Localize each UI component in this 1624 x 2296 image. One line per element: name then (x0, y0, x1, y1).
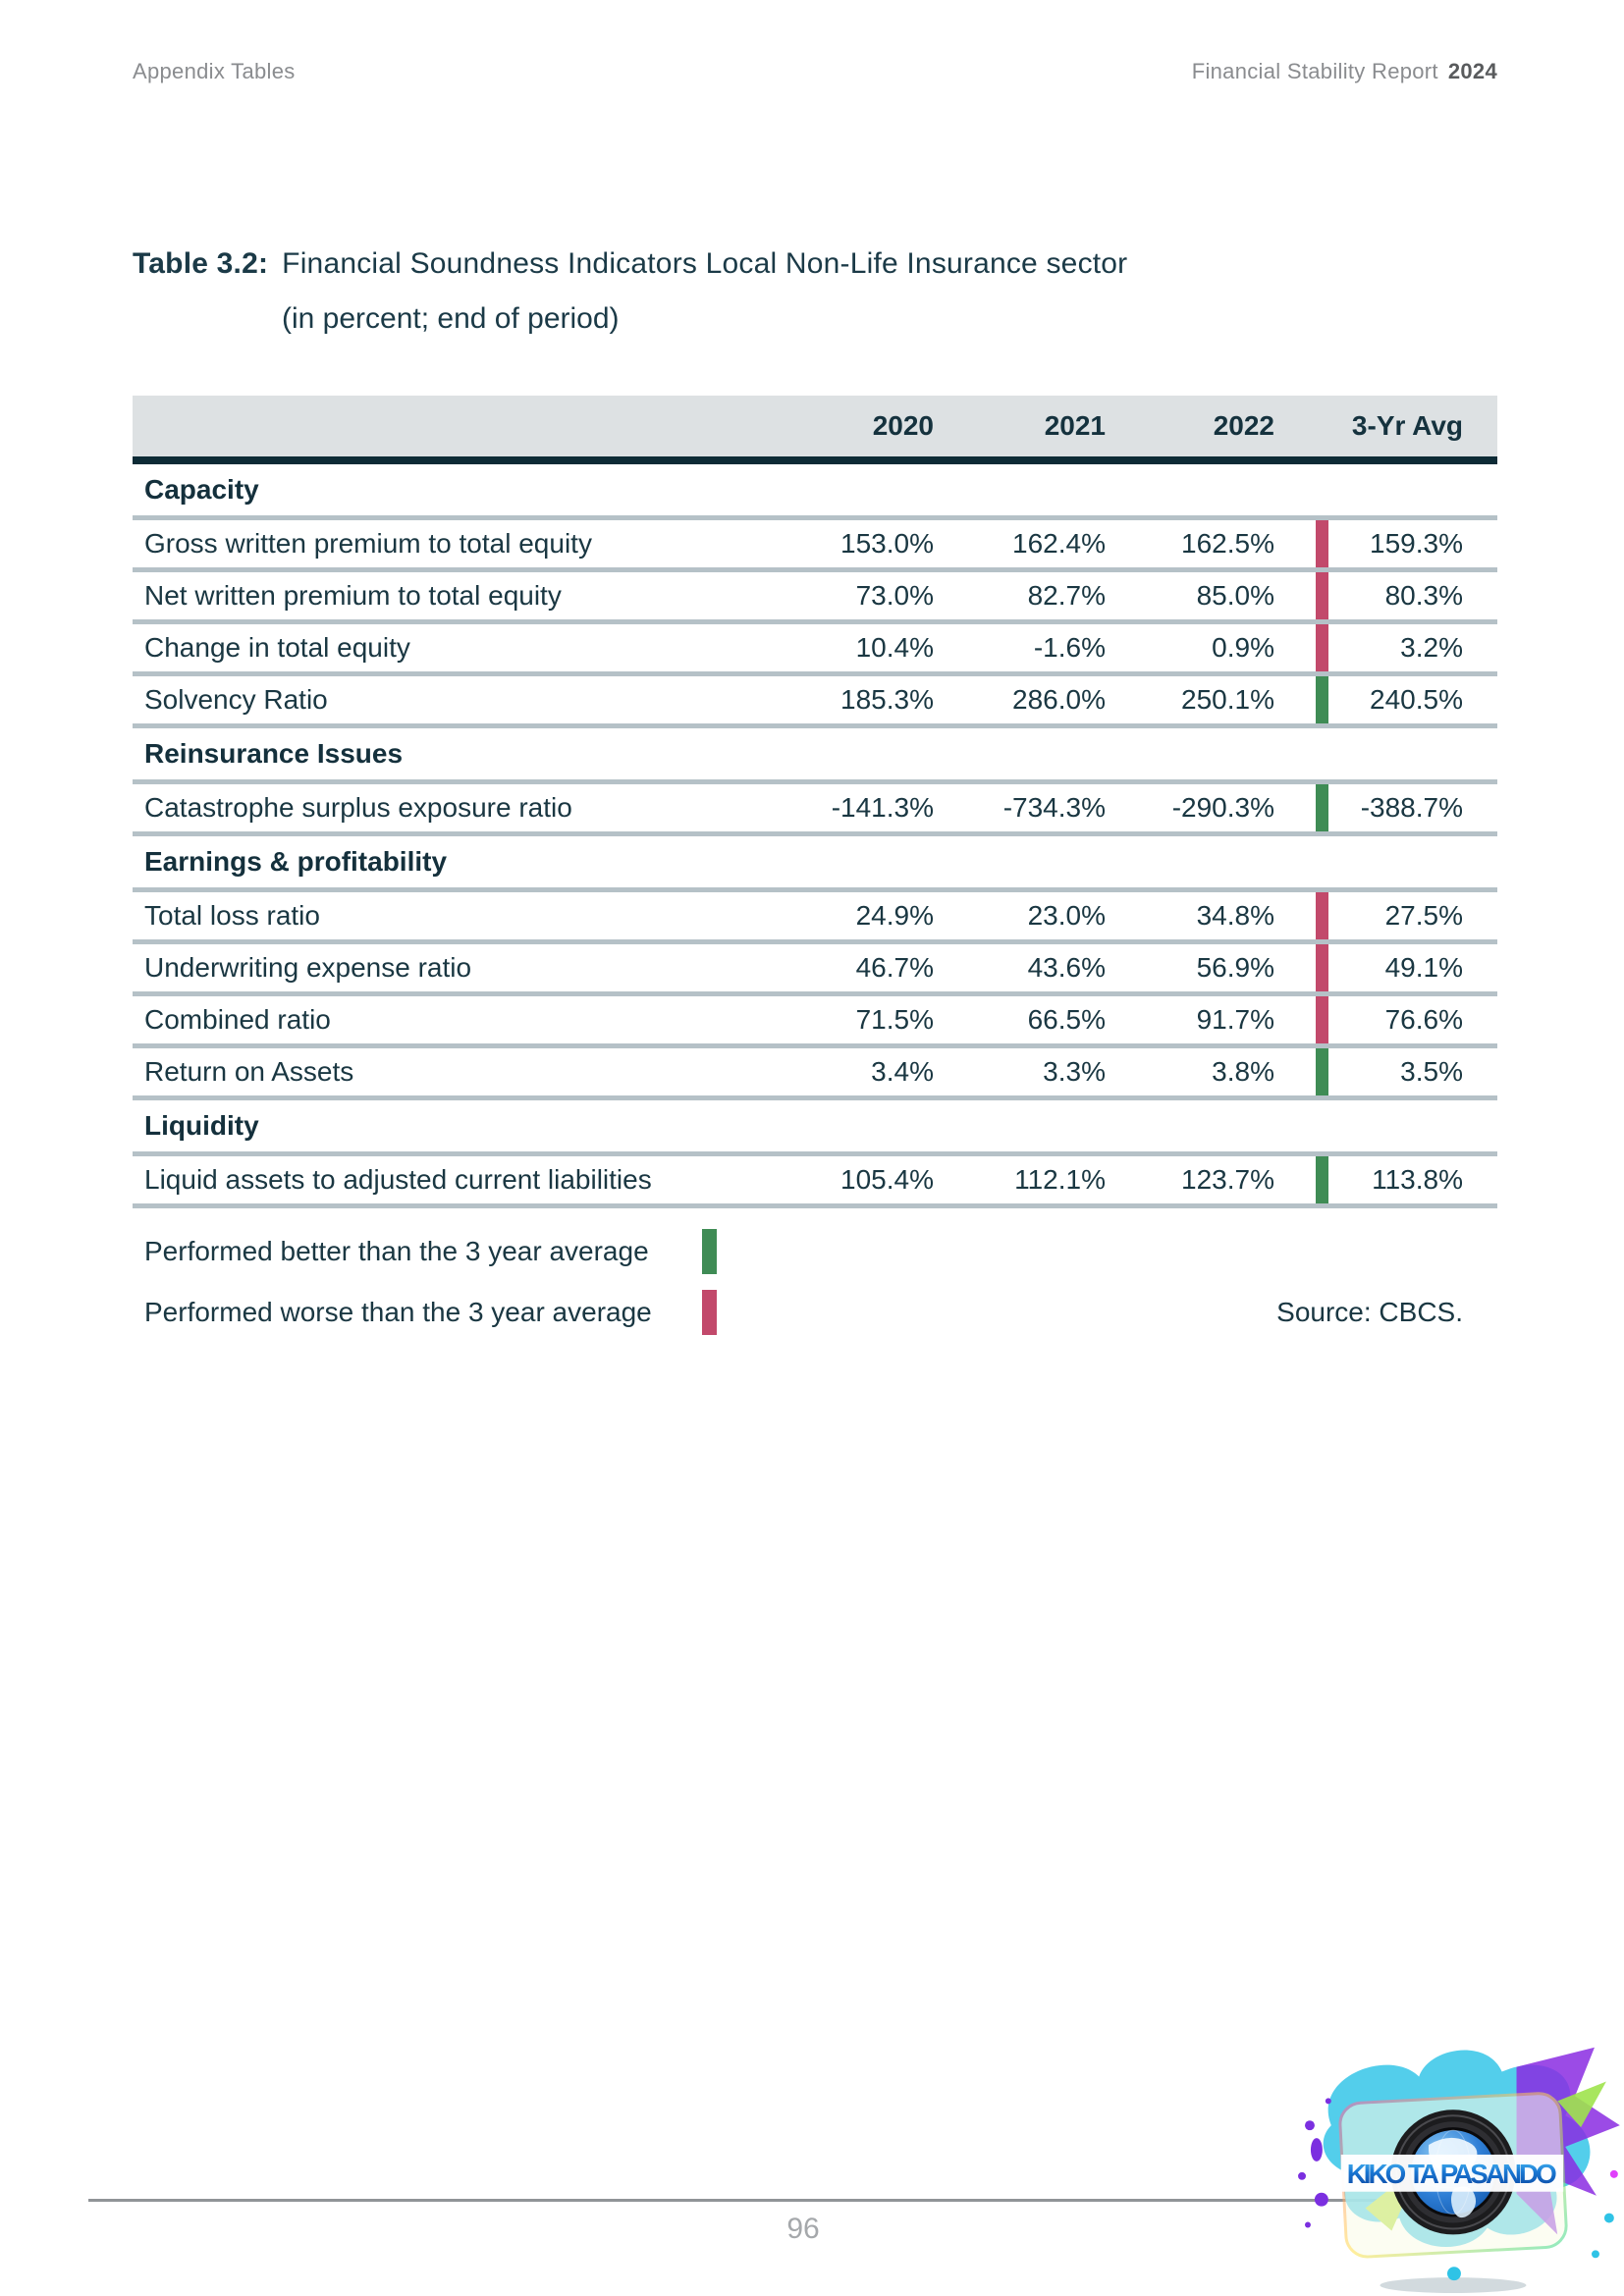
value-3yr-avg: 3.2% (1400, 632, 1463, 663)
value-3yr-avg: 49.1% (1384, 952, 1463, 983)
indicator-bar-worse (1316, 520, 1328, 567)
value-3yr-avg: 240.5% (1370, 684, 1463, 715)
column-header-3yr-avg: 3-Yr Avg (1351, 410, 1463, 441)
indicator-bar-worse (1316, 996, 1328, 1043)
table-title-text: Financial Soundness Indicators Local Non-Life Insurance sector (282, 247, 1128, 280)
running-header (133, 59, 1497, 84)
value-3yr-avg: 76.6% (1384, 1004, 1463, 1035)
indicator-bar-worse (1316, 944, 1328, 991)
value-2022: 250.1% (1181, 684, 1274, 715)
header-report-title (1192, 59, 1497, 84)
value-2021: -1.6% (1033, 632, 1106, 663)
indicator-bar-worse (1316, 572, 1328, 619)
table-data-row (133, 619, 1497, 671)
value-2022: 56.9% (1196, 952, 1274, 983)
value-2020: -141.3% (831, 792, 934, 823)
value-2022: 0.9% (1212, 632, 1274, 663)
table-data-row (133, 887, 1497, 939)
row-label: Total loss ratio (144, 900, 320, 931)
value-2021: -734.3% (1002, 792, 1106, 823)
financial-soundness-table (133, 396, 1497, 1208)
indicator-bar-worse (1316, 624, 1328, 671)
value-2021: 286.0% (1012, 684, 1106, 715)
row-label: Change in total equity (144, 632, 410, 663)
value-2021: 82.7% (1027, 580, 1106, 611)
table-data-row (133, 567, 1497, 619)
watermark-text: KIKO TA PASANDO (1346, 2158, 1558, 2189)
table-data-row (133, 991, 1497, 1043)
row-label: Underwriting expense ratio (144, 952, 472, 983)
column-header-2020: 2020 (872, 410, 934, 441)
value-3yr-avg: 113.8% (1372, 1164, 1463, 1195)
table-data-row (133, 515, 1497, 567)
table-subtitle: (in percent; end of period) (282, 302, 620, 335)
indicator-cell (1274, 624, 1328, 671)
source-note: Source: CBCS. (1276, 1297, 1463, 1327)
table-data-row (133, 779, 1497, 836)
value-2021: 3.3% (1043, 1056, 1106, 1087)
indicator-cell (1274, 784, 1328, 831)
section-label: Earnings & profitability (144, 846, 448, 877)
indicator-bar-better (1316, 784, 1328, 831)
column-header-2021: 2021 (1044, 410, 1106, 441)
indicator-cell (1274, 1156, 1328, 1203)
indicator-cell (1274, 944, 1328, 991)
value-3yr-avg: 3.5% (1400, 1056, 1463, 1087)
value-2022: 162.5% (1181, 528, 1274, 559)
value-2020: 153.0% (840, 528, 934, 559)
legend-worse-label: Performed worse than the 3 year average (144, 1297, 652, 1327)
table-section-row (133, 836, 1497, 887)
value-3yr-avg: 27.5% (1384, 900, 1463, 931)
table-section-row (133, 464, 1497, 515)
table-header-row (133, 396, 1497, 464)
value-2022: -290.3% (1171, 792, 1274, 823)
column-header-2022: 2022 (1213, 410, 1274, 441)
row-label: Net written premium to total equity (144, 580, 562, 611)
value-2021: 43.6% (1027, 952, 1106, 983)
indicator-bar-worse (1316, 892, 1328, 939)
table-data-row (133, 1043, 1497, 1100)
value-2022: 34.8% (1196, 900, 1274, 931)
value-2021: 66.5% (1027, 1004, 1106, 1035)
value-2020: 105.4% (840, 1164, 934, 1195)
watermark-banner (1341, 2155, 1563, 2192)
table-data-row (133, 1151, 1497, 1208)
value-2020: 3.4% (871, 1056, 934, 1087)
value-2021: 112.1% (1014, 1164, 1106, 1195)
value-2022: 91.7% (1196, 1004, 1274, 1035)
section-label: Reinsurance Issues (144, 738, 404, 769)
table-data-row (133, 939, 1497, 991)
value-2020: 10.4% (855, 632, 934, 663)
indicator-bar-better (1316, 1048, 1328, 1095)
legend-worse-swatch (702, 1290, 717, 1335)
value-2020: 73.0% (855, 580, 934, 611)
page-number: 96 (786, 2213, 820, 2245)
value-3yr-avg: 80.3% (1384, 580, 1463, 611)
section-label: Liquidity (144, 1110, 259, 1141)
value-2020: 46.7% (855, 952, 934, 983)
row-label: Solvency Ratio (144, 684, 328, 715)
value-3yr-avg: 159.3% (1370, 528, 1463, 559)
header-report-name: Financial Stability Report (1191, 59, 1438, 83)
header-section-title: Appendix Tables (133, 59, 296, 83)
indicator-cell (1274, 1048, 1328, 1095)
watermark-shadow (1380, 2267, 1526, 2293)
table-section-row (133, 728, 1497, 779)
value-2022: 85.0% (1196, 580, 1274, 611)
indicator-cell (1274, 572, 1328, 619)
indicator-cell (1274, 892, 1328, 939)
value-2022: 123.7% (1181, 1164, 1274, 1195)
indicator-bar-better (1316, 1156, 1328, 1203)
table-section-row (133, 1100, 1497, 1151)
value-2020: 24.9% (855, 900, 934, 931)
value-2020: 185.3% (840, 684, 934, 715)
legend-better-swatch (702, 1229, 717, 1274)
table-title (133, 247, 1127, 281)
header-report-year: 2024 (1447, 59, 1497, 83)
indicator-cell (1274, 676, 1328, 723)
legend-better-label: Performed better than the 3 year average (144, 1236, 649, 1266)
row-label: Return on Assets (144, 1056, 354, 1087)
row-label: Liquid assets to adjusted current liabilities (144, 1164, 652, 1195)
row-label: Combined ratio (144, 1004, 331, 1035)
indicator-cell (1274, 520, 1328, 567)
indicator-cell (1274, 996, 1328, 1043)
value-3yr-avg: -388.7% (1360, 792, 1463, 823)
table-body (133, 464, 1497, 1208)
table-number-label: Table 3.2: (133, 247, 269, 280)
value-2021: 23.0% (1027, 900, 1106, 931)
row-label: Gross written premium to total equity (144, 528, 592, 559)
indicator-bar-better (1316, 676, 1328, 723)
table-data-row (133, 671, 1497, 728)
value-2020: 71.5% (855, 1004, 934, 1035)
value-2022: 3.8% (1212, 1056, 1274, 1087)
value-2021: 162.4% (1012, 528, 1106, 559)
kiko-ta-pasando-watermark (1272, 2008, 1624, 2296)
section-label: Capacity (144, 474, 259, 505)
row-label: Catastrophe surplus exposure ratio (144, 792, 572, 823)
